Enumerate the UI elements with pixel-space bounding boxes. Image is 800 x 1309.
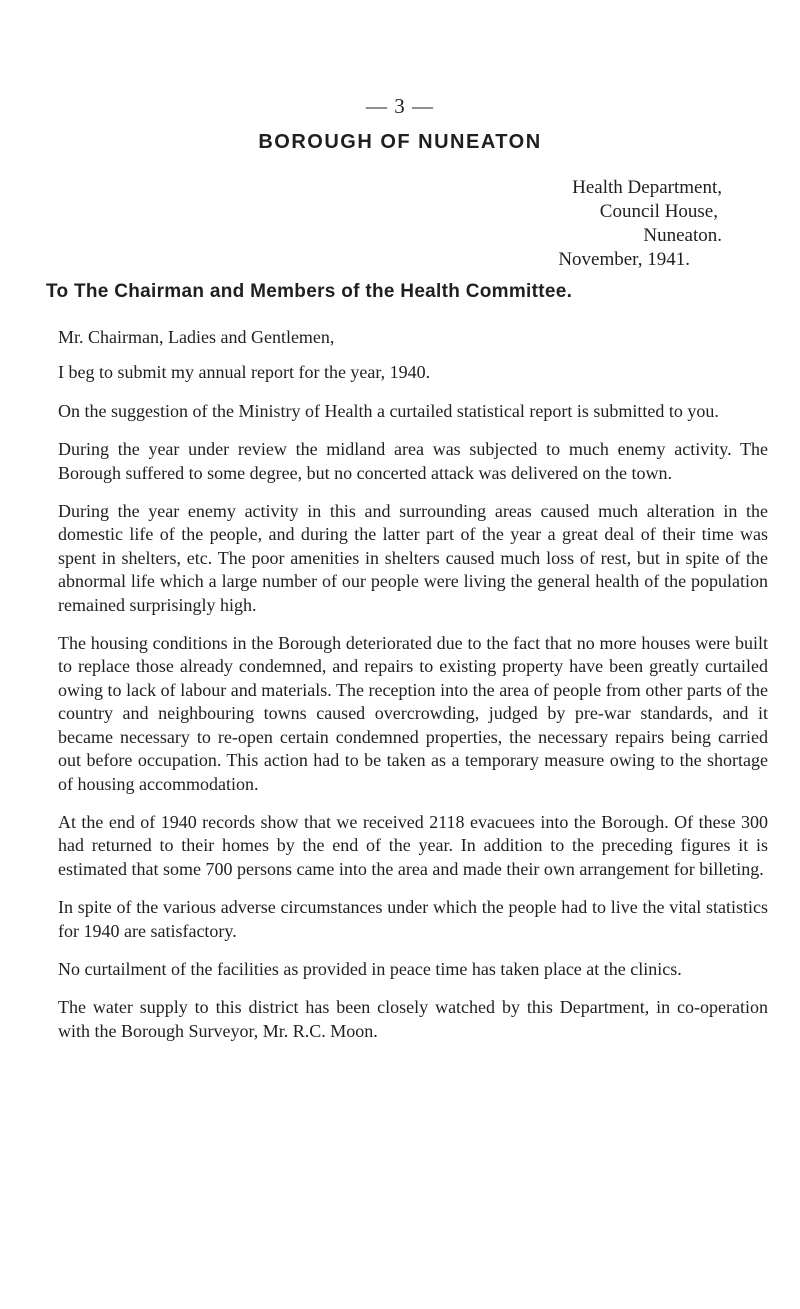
paragraph-enemy-activity: During the year under review the midland area was subjected to much enemy activity. The Borough suffered to some degree, but no concerted attack was delivered on the town. bbox=[58, 439, 768, 483]
paragraph-vital-statistics: In spite of the various adverse circumstances under which the people had to live the vital statistics for 1940 are satisfactory. bbox=[58, 897, 768, 941]
salutation: Mr. Chairman, Ladies and Gentlemen, bbox=[58, 327, 335, 347]
address-line-date: November, 1941. bbox=[558, 249, 690, 270]
addressee-line: To The Chairman and Members of the Health Committee. bbox=[46, 281, 573, 302]
address-line-town: Nuneaton. bbox=[643, 225, 722, 246]
sender-address bbox=[558, 176, 722, 272]
paragraph-evacuees: At the end of 1940 records show that we received 2118 evacuees into the Borough. Of these 300 had returned to their homes by the end of the year. In addition to the preceding figures it is estimated that some 700 persons came into the area and made their own arrangement for billeting. bbox=[58, 811, 768, 879]
paragraph-clinics: No curtailment of the facilities as provided in peace time has taken place at the clinics. bbox=[58, 958, 682, 979]
paragraph-water-supply: The water supply to this district has been closely watched by this Department, in co-operation with the Borough Surveyor, Mr. R.C. Moon. bbox=[58, 997, 768, 1041]
address-line-department: Health Department, bbox=[572, 177, 722, 198]
paragraph-ministry-suggestion: On the suggestion of the Ministry of Health a curtailed statistical report is submitted to you. bbox=[58, 400, 719, 421]
paragraph-housing-conditions: The housing conditions in the Borough deteriorated due to the fact that no more houses were built to replace those already condemned, and repairs to existing property have been greatly curtailed owing to lack of labour and materials. The reception into the area of people from other parts of the country and neighbouring towns caused overcrowding, judged by pre-war standards, and it became necessary to re-open certain condemned properties, the necessary repairs being carried out before occupation. This action had to be taken as a temporary measure owing to the shortage of housing accommodation. bbox=[58, 633, 768, 794]
address-line-building: Council House, bbox=[599, 201, 718, 222]
page-number: — 3 — bbox=[366, 94, 434, 118]
paragraph-domestic-life: During the year enemy activity in this and surrounding areas caused much alteration in the domestic life of the people, and during the latter part of the year a great deal of their time was spent in shelters, etc. The poor amenities in shelters caused much loss of rest, but in spite of the abnormal life which a large number of our people were living the general health of the population remained surprisingly high. bbox=[58, 501, 768, 615]
paragraph-submission: I beg to submit my annual report for the year, 1940. bbox=[58, 362, 431, 383]
document-heading: BOROUGH OF NUNEATON bbox=[258, 131, 542, 153]
letter-body bbox=[58, 326, 768, 1058]
